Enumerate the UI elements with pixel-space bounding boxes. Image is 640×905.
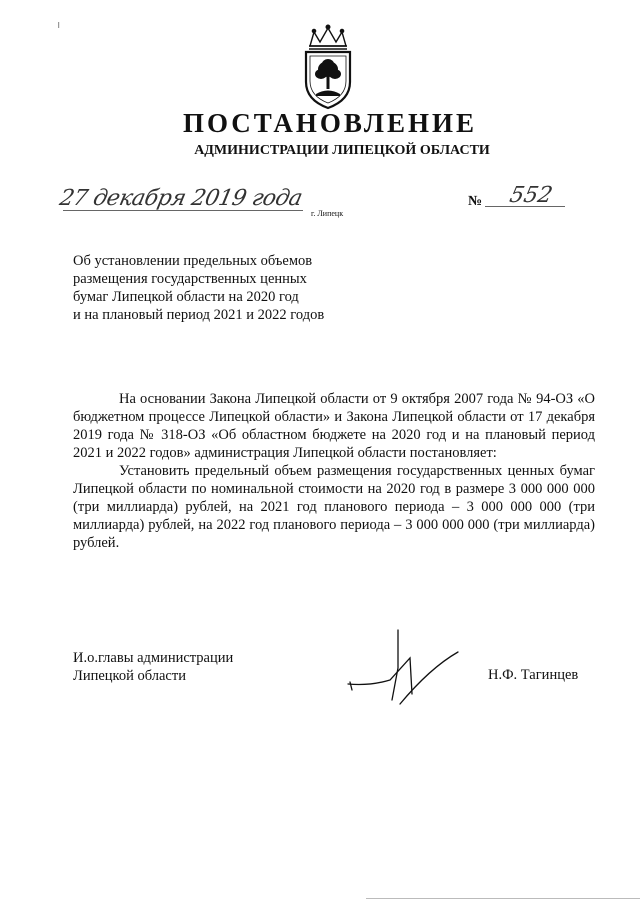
body-paragraph-resolution: Установить предельный объем размещения государственных ценных бумаг Липецкой области по номинальной стоимости на 2020 год в размере 3 000 000 000 (три миллиарда) рублей, на 2021 год планового периода – 3 000 000 000 (три миллиарда) рублей, на 2022 год планового периода – 3 000 000 000 (три миллиарда) рублей. — [73, 463, 595, 551]
document-title: ПОСТАНОВЛЕНИЕ — [182, 108, 478, 138]
signatory-position — [73, 649, 233, 685]
subject-line: и на плановый период 2021 и 2022 годов — [73, 307, 325, 323]
handwritten-number: 552 — [507, 183, 555, 208]
lipetsk-coat-of-arms-icon — [296, 24, 360, 112]
subject-line: размещения государственных ценных — [73, 271, 307, 287]
handwritten-signature — [340, 628, 470, 706]
number-underline — [485, 206, 565, 207]
date-underline — [63, 210, 303, 211]
document-subject — [73, 252, 324, 324]
body-paragraph-basis: На основании Закона Липецкой области от 9 октября 2007 года № 94-ОЗ «О бюджетном процессе Липецкой области» и Закона Липецкой области от 17 декабря 2019 года № 318-ОЗ «Об областном бюджете на 2020 год и на плановый период 2021 и 2022 годов» администрация Липецкой области постановляет: — [73, 391, 595, 461]
number-label: № — [468, 194, 483, 209]
document-body — [73, 390, 595, 552]
scan-mark — [57, 22, 61, 28]
subject-line: бумаг Липецкой области на 2020 год — [73, 289, 299, 305]
page-edge-line — [366, 898, 640, 899]
position-line: Липецкой области — [73, 668, 186, 684]
subject-line: Об установлении предельных объемов — [73, 253, 313, 269]
position-line: И.о.главы администрации — [73, 650, 234, 666]
document-issuer: АДМИНИСТРАЦИИ ЛИПЕЦКОЙ ОБЛАСТИ — [194, 143, 490, 158]
signatory-name: Н.Ф. Тагинцев — [488, 667, 579, 683]
city-label: г. Липецк — [311, 209, 344, 218]
handwritten-date: 27 декабря 2019 года — [57, 186, 305, 211]
